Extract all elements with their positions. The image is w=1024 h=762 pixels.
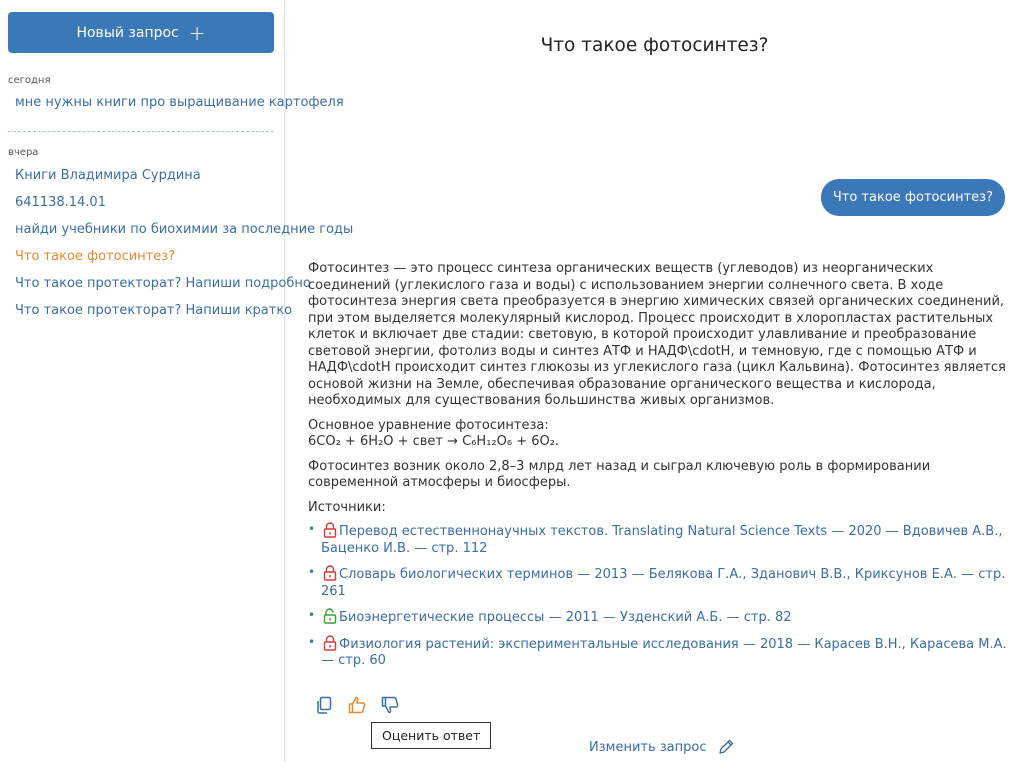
answer-actions — [314, 695, 400, 715]
copy-icon[interactable] — [314, 695, 334, 715]
edit-request-label: Изменить запрос — [589, 739, 707, 755]
thumbs-down-icon[interactable] — [380, 695, 400, 715]
new-request-button[interactable] — [8, 12, 274, 53]
answer-paragraph: Фотосинтез — это процесс синтеза органических веществ (углеводов) из неорганических соединений (углекислого газа и воды) с использованием энергии солнечного света. В ходе фотосинтеза энергия света преобразуется в энергию химических связей органических соединений, при этом выделяется молекулярный кислород. Процесс происходит в хлоропластах растительных клеток и включает две стадии: световую, в которой происходит улавливание и преобразование световой энергии, фотолиз воды и синтез АТФ и НАДФ\cdotH, и темновую, где с помощью АТФ и НАДФ\cdotH происходит синтез глюкозы из углекислого газа (цикл Кальвина). Фотосинтез является основой жизни на Земле, обеспечивая образование органического вещества и кислорода, необходимых для существования большинства живых организмов. — [308, 261, 1006, 408]
user-message-text: Что такое фотосинтез? — [832, 190, 993, 205]
history-item-active[interactable]: Что такое фотосинтез? — [15, 249, 176, 264]
history-item[interactable]: найди учебники по биохимии за последние годы — [15, 222, 354, 237]
source-link[interactable]: Физиология растений: экспериментальные исследования — 2018 — Карасев В.Н., Карасева М.А. — стр. 60 — [321, 636, 1007, 668]
bullet-icon: • — [308, 565, 316, 579]
equation-title: Основное уравнение фотосинтеза: — [308, 417, 549, 433]
sources-list — [308, 522, 1008, 670]
lock-icon — [321, 635, 339, 651]
source-link[interactable]: Перевод естественнонаучных текстов. Translating Natural Science Texts — 2020 — Вдовичев А.В., Баценко И.В. — стр. 112 — [321, 524, 1003, 556]
thumbs-up-icon[interactable] — [347, 695, 367, 715]
history-item[interactable]: Что такое протекторат? Напиши кратко — [15, 303, 293, 318]
new-request-label: Новый запрос — [76, 24, 179, 41]
history-item[interactable]: Что такое протекторат? Напиши подробно — [15, 276, 311, 291]
history-item[interactable]: мне нужны книги про выращивание картофеля — [15, 95, 344, 110]
lock-icon — [321, 565, 339, 581]
bullet-icon: • — [308, 608, 316, 622]
rate-answer-tooltip: Оценить ответ — [371, 722, 491, 749]
divider — [8, 131, 274, 132]
lock-icon — [321, 522, 339, 538]
equation: 6CO₂ + 6H₂O + свет → C₆H₁₂O₆ + 6O₂. — [308, 434, 560, 449]
plus-icon: + — [188, 20, 206, 45]
source-link[interactable]: Словарь биологических терминов — 2013 — Белякова Г.А., Зданович В.В., Криксунов Е.А. — стр. 261 — [321, 567, 1006, 599]
equation-block — [308, 418, 1008, 451]
group-label-today: сегодня — [8, 75, 51, 86]
source-item[interactable] — [308, 565, 1008, 600]
history-item[interactable]: Книги Владимира Сурдина — [15, 168, 201, 183]
source-link[interactable]: Биоэнергетические процессы — 2011 — Узденский А.Б. — стр. 82 — [339, 610, 792, 625]
page-title: Что такое фотосинтез? — [540, 35, 769, 56]
bullet-icon: • — [308, 522, 316, 536]
user-message-bubble — [821, 179, 1005, 216]
source-item[interactable] — [308, 522, 1008, 557]
sources-title: Источники: — [308, 499, 386, 515]
group-label-yesterday: вчера — [8, 147, 39, 158]
assistant-answer — [308, 261, 1008, 678]
source-item[interactable] — [308, 608, 1008, 627]
edit-request-button[interactable] — [589, 738, 735, 756]
history-item[interactable]: 641138.14.01 — [15, 195, 106, 210]
lock-open-icon — [321, 608, 339, 624]
bullet-icon: • — [308, 634, 316, 649]
source-item[interactable] — [308, 635, 1008, 670]
pencil-icon — [717, 738, 735, 756]
answer-paragraph: Фотосинтез возник около 2,8–3 млрд лет назад и сыграл ключевую роль в формировании современной атмосферы и биосферы. — [308, 458, 931, 490]
